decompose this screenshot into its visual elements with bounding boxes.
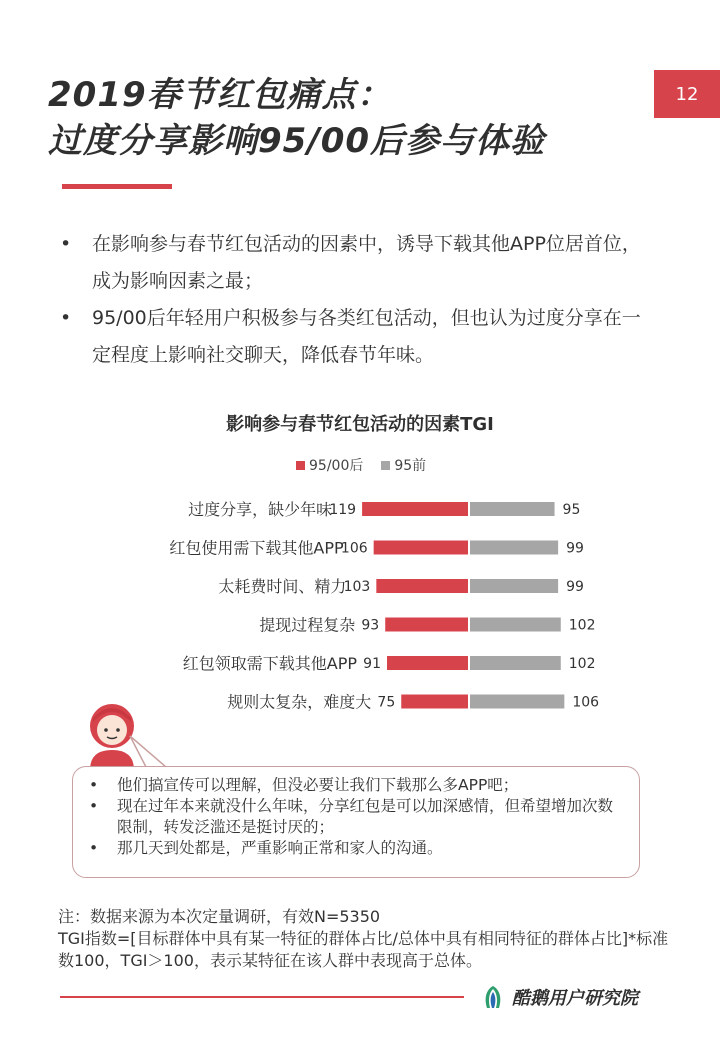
- bar-series-1: [401, 695, 468, 709]
- footer-divider: [60, 996, 464, 998]
- category-label: 红包领取需下载其他APP: [182, 654, 358, 673]
- quote-item: [87, 796, 625, 838]
- note-line-2: TGI指数=[目标群体中具有某一特征的群体占比/总体中具有相同特征的群体占比]*标准数100，TGI＞100，表示某特征在该人群中表现高于总体。: [58, 929, 669, 970]
- bar-series-1: [362, 502, 468, 516]
- chart-title: 影响参与春节红包活动的因素TGI: [226, 414, 494, 435]
- note-line-1: 注：数据来源为本次定量调研，有效N=5350: [58, 907, 381, 926]
- quote-item: [87, 775, 625, 796]
- data-label-series-1: 93: [361, 617, 380, 634]
- legend-label-series-1: 95/00后: [309, 458, 364, 474]
- legend-item-series-1: [296, 455, 363, 475]
- title-line-1: 2019春节红包痛点：: [48, 75, 392, 115]
- finding-item: [58, 226, 658, 300]
- bar-series-1: [374, 541, 468, 555]
- bullet-icon: •: [89, 839, 99, 857]
- data-label-series-1: 106: [340, 540, 368, 557]
- bar-series-1: [387, 656, 468, 670]
- speech-bubble-tail: [128, 734, 168, 770]
- page-title: [48, 72, 545, 164]
- bar-series-2: [470, 695, 564, 709]
- category-label: 规则太复杂，难度大: [227, 692, 372, 712]
- bar-series-1: [376, 579, 468, 593]
- legend-swatch-series-1: [296, 461, 305, 470]
- quote-text: 他们搞宣传可以理解，但没必要让我们下载那么多APP吧；: [117, 776, 519, 794]
- category-label: 红包使用需下载其他APP: [169, 538, 344, 558]
- legend-label-series-2: 95前: [394, 458, 427, 474]
- quote-item: [87, 838, 625, 859]
- bar-series-2: [470, 579, 558, 593]
- data-label-series-2: 102: [568, 617, 596, 634]
- bar-series-2: [470, 618, 561, 632]
- brand-logo: [480, 984, 638, 1010]
- data-label-series-1: 75: [377, 694, 396, 711]
- tgi-bar-chart: [0, 490, 720, 720]
- quote-text: 现在过年本来就没什么年味，分享红包是可以加深感情，但希望增加次数限制，转发泛滥还是挺讨厌的；: [117, 797, 614, 836]
- data-label-series-1: 119: [329, 502, 357, 518]
- data-source-note: [58, 906, 678, 972]
- finding-text: 95/00后年轻用户积极参与各类红包活动，但也认为过度分享在一定程度上影响社交聊天，降低春节年味。: [92, 307, 641, 366]
- data-label-series-1: 91: [363, 656, 382, 672]
- data-label-series-2: 99: [566, 579, 584, 595]
- finding-text: 在影响参与春节红包活动的因素中，诱导下载其他APP位居首位，成为影响因素之最；: [92, 233, 641, 292]
- key-findings-list: [58, 226, 658, 374]
- page-number: 12: [654, 70, 720, 118]
- finding-item: [58, 300, 658, 374]
- category-label: 过度分享，缺少年味: [188, 500, 333, 519]
- title-line-2: 过度分享影响95/00后参与体验: [48, 121, 546, 161]
- legend-item-series-2: [381, 455, 426, 475]
- data-label-series-2: 95: [562, 502, 581, 518]
- data-label-series-2: 99: [566, 540, 584, 557]
- bar-series-1: [385, 618, 468, 632]
- title-underline: [62, 184, 172, 189]
- data-label-series-2: 102: [568, 656, 596, 672]
- bullet-icon: •: [89, 776, 99, 794]
- data-label-series-2: 106: [572, 694, 600, 711]
- category-label: 太耗费时间、精力: [218, 577, 347, 596]
- bullet-icon: •: [60, 307, 72, 329]
- bar-series-2: [470, 541, 558, 555]
- bar-series-2: [470, 656, 561, 670]
- penguin-logo-icon: [480, 984, 506, 1010]
- bullet-icon: •: [89, 797, 99, 815]
- data-label-series-1: 103: [343, 579, 371, 595]
- category-label: 提现过程复杂: [259, 615, 356, 635]
- legend-swatch-series-2: [381, 461, 390, 470]
- bullet-icon: •: [60, 233, 72, 255]
- chart-legend: [296, 455, 444, 475]
- bar-series-2: [470, 502, 555, 516]
- brand-name: 酷鹅用户研究院: [512, 988, 638, 1009]
- quote-text: 那几天到处都是，严重影响正常和家人的沟通。: [117, 839, 443, 857]
- user-quotes-box: [72, 766, 640, 878]
